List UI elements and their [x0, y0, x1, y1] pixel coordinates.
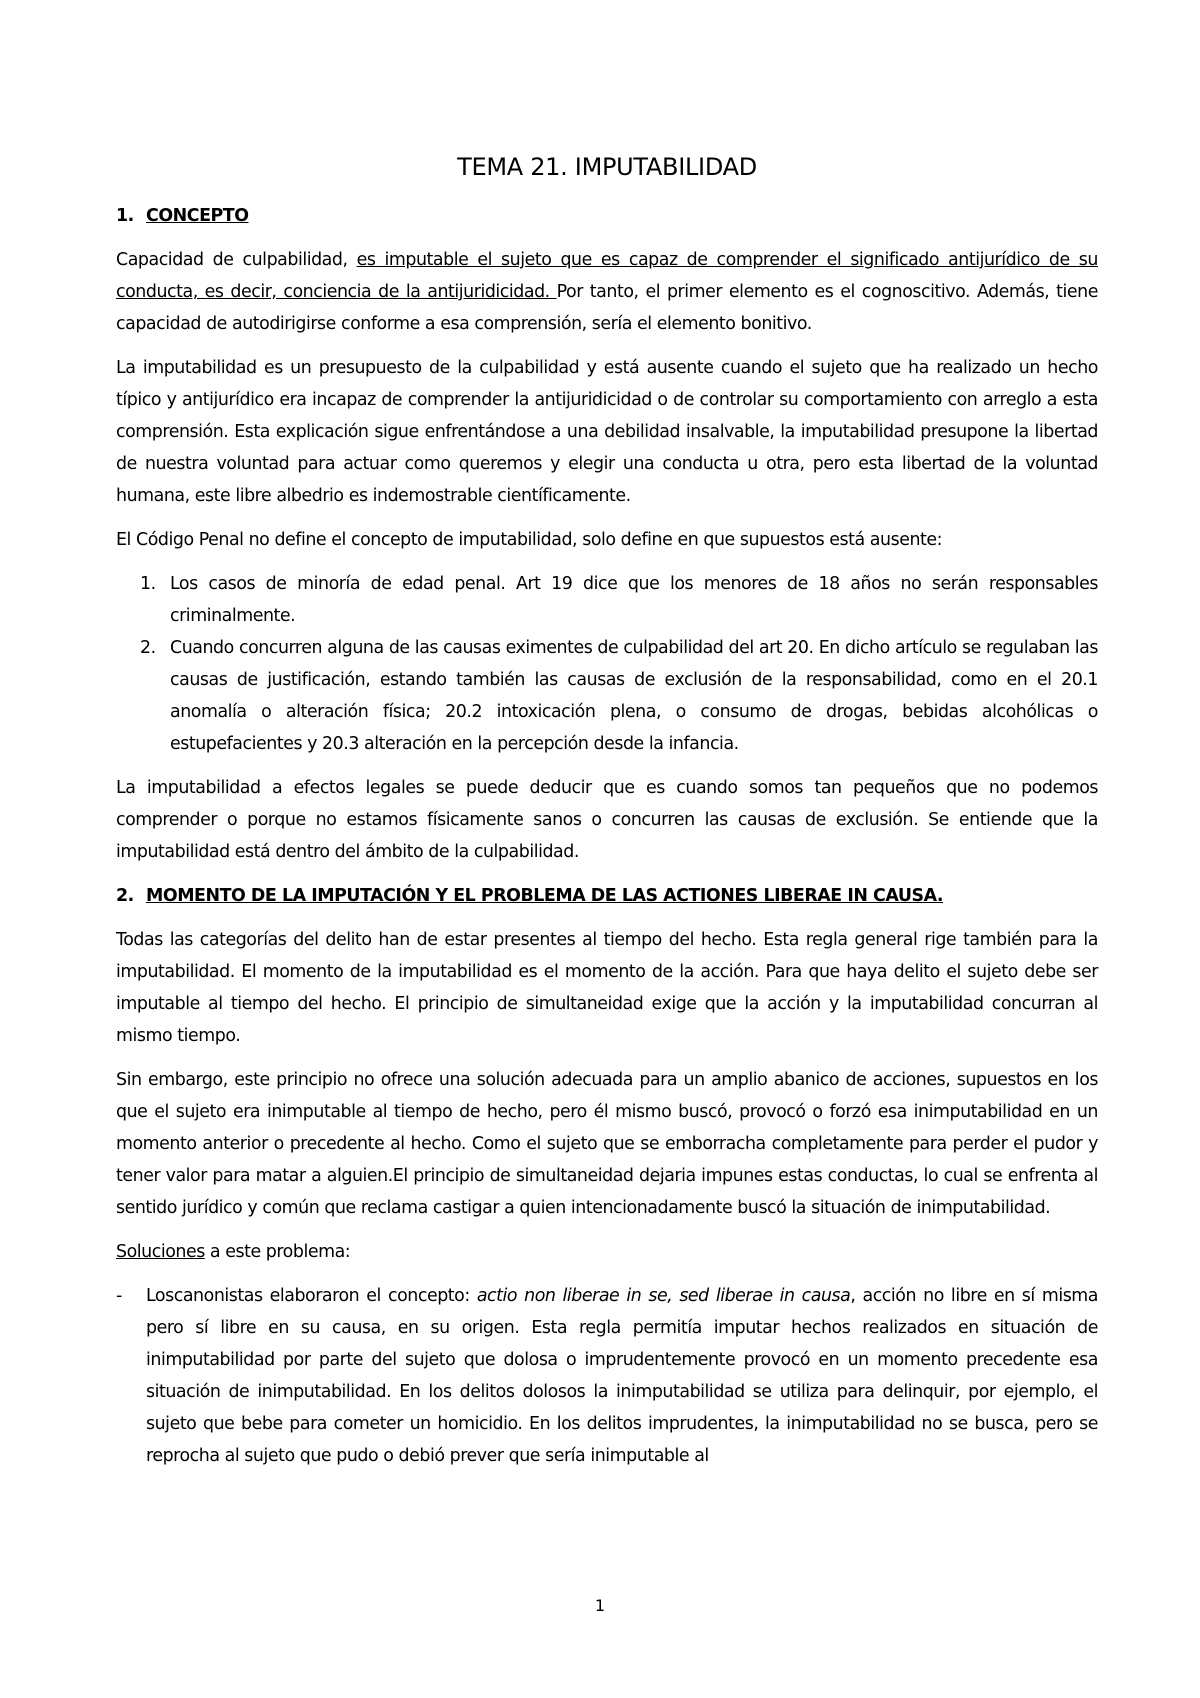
page-number: 1: [594, 1596, 606, 1615]
dash-item-latin-term: actio non liberae in se, sed liberae in causa: [476, 1286, 851, 1306]
solutions-rest: a este problema:: [204, 1242, 351, 1262]
numbered-list: [116, 568, 1098, 760]
section-1-paragraph-3: El Código Penal no define el concepto de imputabilidad, solo define en que supuestos está ausente:: [116, 530, 943, 550]
section-1-paragraph-1: [116, 244, 1098, 340]
page-title: TEMA 21. IMPUTABILIDAD: [457, 153, 757, 181]
dash-list: [116, 1280, 1098, 1472]
section-2-paragraph-1: Todas las categorías del delito han de estar presentes al tiempo del hecho. Esta regla general rige también para la imputabilidad. El momento de la imputabilidad es el momento de la acción. Para que haya delito el sujeto debe ser imputable al tiempo del hecho. El principio de simultaneidad exige que la acción y la imputabilidad concurran al mismo tiempo.: [116, 930, 1098, 1046]
list-item: [116, 632, 1098, 760]
list-item: [116, 568, 1098, 632]
paragraph-1-rest: Por tanto, el primer elemento es el cognoscitivo. Además, tiene capacidad de autodirigirse conforme a esa comprensión, sería el elemento bonitivo.: [116, 282, 1098, 334]
section-1-heading: [116, 200, 1098, 232]
list-item-marker: 2.: [140, 638, 156, 658]
list-item-marker: 1.: [140, 574, 156, 594]
list-item-text: Cuando concurren alguna de las causas eximentes de culpabilidad del art 20. En dicho artículo se regulaban las causas de justificación, estando también las causas de exclusión de la responsabilidad, como en el 20.1 anomalía o alteración física; 20.2 intoxicación plena, o consumo de drogas, bebidas alcohólicas o estupefacientes y 20.3 alteración en la percepción desde la infancia.: [170, 638, 1098, 754]
list-item: [116, 1280, 1098, 1472]
paragraph-1-intro: Capacidad de culpabilidad,: [116, 250, 357, 270]
paragraph-1-underlined-definition: es imputable el sujeto que es capaz de comprender el significado antijurídico de su conducta, es decir, conciencia de la antijuridicidad.: [116, 250, 1098, 302]
section-2-heading: [116, 880, 1098, 912]
section-2-number: 2.: [116, 886, 134, 906]
solutions-label: Soluciones: [116, 1242, 205, 1262]
section-2-title: MOMENTO DE LA IMPUTACIÓN Y EL PROBLEMA DE LAS ACTIONES LIBERAE IN CAUSA.: [146, 886, 944, 906]
solutions-intro: [116, 1236, 1098, 1268]
section-1-number: 1.: [116, 206, 134, 226]
dash-item-text: [146, 1280, 1098, 1472]
section-1-paragraph-4: La imputabilidad a efectos legales se puede deducir que es cuando somos tan pequeños que no podemos comprender o porque no estamos físicamente sanos o concurren las causas de exclusión. Se entiende que la imputabilidad está dentro del ámbito de la culpabilidad.: [116, 778, 1098, 862]
section-1-title: CONCEPTO: [146, 206, 249, 226]
section-2-paragraph-2: Sin embargo, este principio no ofrece una solución adecuada para un amplio abanico de acciones, supuestos en los que el sujeto era inimputable al tiempo de hecho, pero él mismo buscó, provocó o forzó esa inimputabilidad en un momento anterior o precedente al hecho. Como el sujeto que se emborracha completamente para perder el pudor y tener valor para matar a alguien.El principio de simultaneidad dejaria impunes estas conductas, lo cual se enfrenta al sentido jurídico y común que reclama castigar a quien intencionadamente buscó la situación de inimputabilidad.: [116, 1070, 1098, 1218]
dash-item-intro: Loscanonistas elaboraron el concepto:: [146, 1286, 477, 1306]
page-content: [116, 150, 1098, 1472]
section-1-paragraph-2: La imputabilidad es un presupuesto de la culpabilidad y está ausente cuando el sujeto que ha realizado un hecho típico y antijurídico era incapaz de comprender la antijuridicidad o de controlar su comportamiento con arreglo a esta comprensión. Esta explicación sigue enfrentándose a una debilidad insalvable, la imputabilidad presupone la libertad de nuestra voluntad para actuar como queremos y elegir una conducta u otra, pero esta libertad de la voluntad humana, este libre albedrio es indemostrable científicamente.: [116, 358, 1098, 506]
list-item-text: Los casos de minoría de edad penal. Art 19 dice que los menores de 18 años no serán responsables criminalmente.: [170, 574, 1098, 626]
dash-item-rest: , acción no libre en sí misma pero sí libre en su causa, en su origen. Esta regla permitía imputar hechos realizados en situación de inimputabilidad por parte del sujeto que dolosa o imprudentemente provocó en un momento precedente esa situación de inimputabilidad. En los delitos dolosos la inimputabilidad se utiliza para delinquir, por ejemplo, el sujeto que bebe para cometer un homicidio. En los delitos imprudentes, la inimputabilidad no se busca, pero se reprocha al sujeto que pudo o debió prever que sería inimputable al: [146, 1286, 1099, 1466]
dash-marker: -: [116, 1286, 122, 1306]
